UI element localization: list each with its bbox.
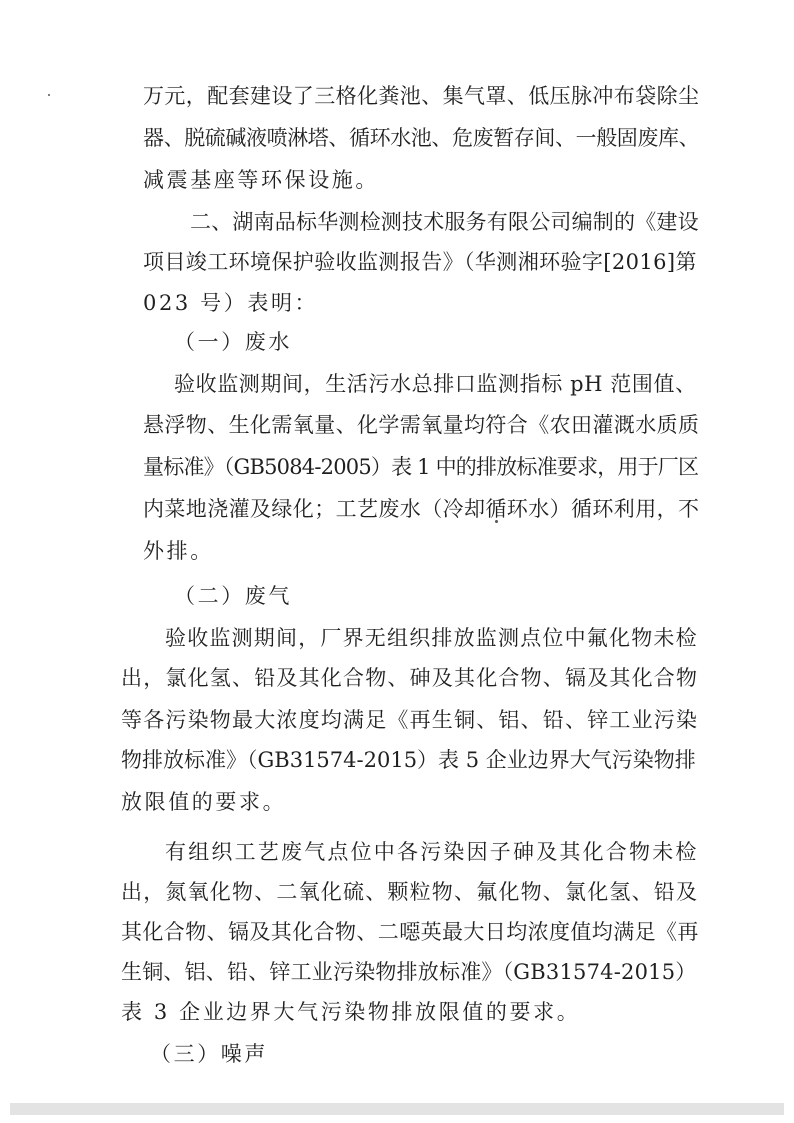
text-line: 验收监测期间，厂界无组织排放监测点位中氟化物未检: [165, 626, 698, 650]
text-line: 物排放标准》（GB31574-2015）表 5 企业边界大气污染物排: [121, 748, 696, 772]
text-line: 项目竣工环境保护验收监测报告》（华测湘环验字[2016]第: [143, 250, 697, 274]
text-line: 减震基座等环保设施。: [143, 168, 379, 192]
text-line: 023 号）表明：: [143, 291, 319, 315]
subsection-heading: （一）废水: [174, 330, 292, 354]
text-line: 表 3 企业边界大气污染物排放限值的要求。: [121, 1000, 581, 1024]
text-line: 出，氯化氢、铅及其化合物、砷及其化合物、镉及其化合物: [121, 666, 699, 690]
text-line: 等各污染物最大浓度均满足《再生铜、铝、铅、锌工业污染: [121, 708, 699, 732]
text-line: 内菜地浇灌及绿化；工艺废水（冷却循环水）循环利用，不: [143, 497, 700, 521]
text-line: 放限值的要求。: [121, 790, 287, 814]
subsection-heading: （三）噪声: [150, 1042, 268, 1066]
subsection-heading: （二）废气: [174, 584, 292, 608]
text-line: 出，氮氧化物、二氧化硫、颗粒物、氟化物、氯化氢、铅及: [121, 880, 699, 904]
text-line: 万元，配套建设了三格化粪池、集气罩、低压脉冲布袋除尘: [143, 84, 700, 108]
text-line: 外排。: [143, 539, 214, 563]
text-line: 悬浮物、生化需氧量、化学需氧量均符合《农田灌溉水质质: [143, 413, 700, 437]
text-line: 验收监测期间，生活污水总排口监测指标 pH 范围值、: [174, 372, 697, 396]
section-heading: 二、湖南品标华测检测技术服务有限公司编制的《建设: [190, 210, 699, 234]
text-line: 器、脱硫碱液喷淋塔、循环水池、危废暂存间、一般固废库、: [143, 126, 700, 150]
scan-speck: [48, 94, 50, 96]
text-line: 量标准》（GB5084-2005）表 1 中的排放标准要求，用于厂区: [143, 455, 699, 479]
text-line: 有组织工艺废气点位中各污染因子砷及其化合物未检: [165, 840, 699, 864]
scan-edge-bar: [10, 1103, 784, 1115]
text-line: 生铜、铝、铅、锌工业污染物排放标准》（GB31574-2015）: [121, 960, 697, 984]
text-line: 其化合物、镉及其化合物、二噁英最大日均浓度值均满足《再: [121, 920, 699, 944]
